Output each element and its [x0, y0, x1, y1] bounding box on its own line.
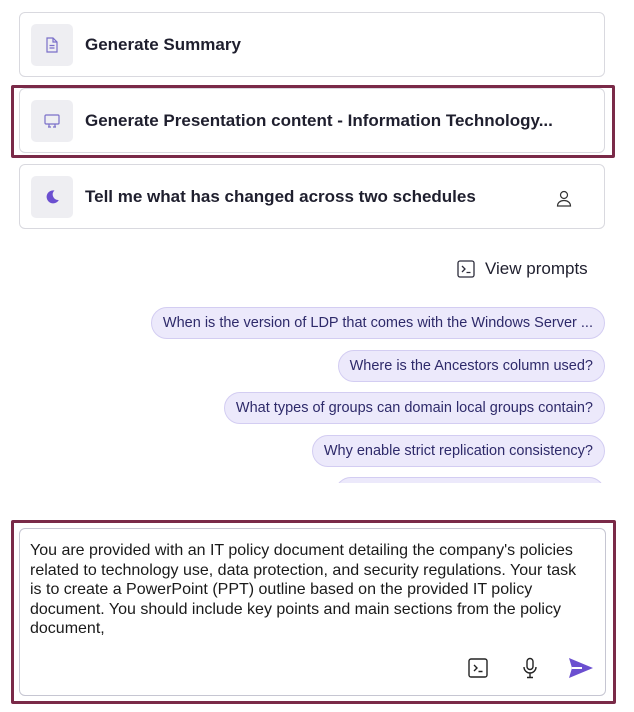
view-prompts-button[interactable]	[456, 258, 588, 280]
terminal-icon	[467, 657, 489, 679]
prompt-card-generate-presentation[interactable]	[19, 88, 605, 153]
person-icon[interactable]	[556, 190, 572, 212]
card-label: Tell me what has changed across two schedules	[85, 186, 476, 206]
microphone-icon	[522, 657, 538, 679]
card-label: Generate Summary	[85, 34, 241, 54]
suggested-prompt-chip[interactable]: What types of groups can domain local groups contain?	[224, 392, 605, 424]
prompt-input[interactable]	[30, 541, 590, 653]
suggested-prompt-chip[interactable]: Why enable strict replication consistency?	[312, 435, 605, 467]
prompt-library-button[interactable]	[465, 655, 491, 681]
chip-partial-clip	[335, 477, 605, 483]
suggested-prompt-chip[interactable]: When is the version of LDP that comes with the Windows Server ...	[151, 307, 605, 339]
moon-icon	[31, 176, 73, 218]
presentation-icon	[31, 100, 73, 142]
view-prompts-label: View prompts	[485, 259, 588, 278]
send-icon	[568, 657, 594, 679]
suggested-prompt-chip[interactable]: Where is the Ancestors column used?	[338, 350, 605, 382]
microphone-button[interactable]	[517, 655, 543, 681]
prompt-composer	[19, 528, 606, 696]
document-icon	[31, 24, 73, 66]
send-button[interactable]	[568, 655, 594, 681]
prompt-card-schedule-changes[interactable]	[19, 164, 605, 229]
terminal-icon	[456, 259, 476, 279]
prompt-card-generate-summary[interactable]	[19, 12, 605, 77]
card-label: Generate Presentation content - Information Technology...	[85, 110, 553, 130]
